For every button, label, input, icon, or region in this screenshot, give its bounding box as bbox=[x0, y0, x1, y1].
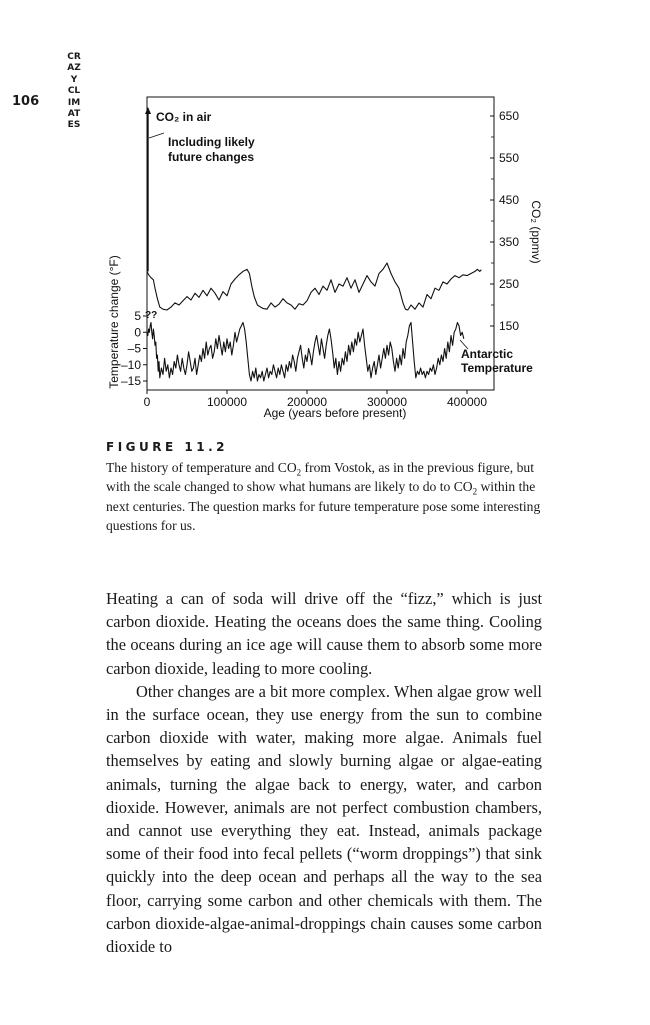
co2-tick-label: 150 bbox=[499, 319, 520, 333]
co2-tick-label: 650 bbox=[499, 109, 520, 123]
temp-tick-label: –10 bbox=[120, 357, 141, 372]
question-marks: ?? bbox=[145, 310, 158, 321]
x-axis-label: Age (years before present) bbox=[263, 406, 407, 420]
temp-tick-label: 0 bbox=[134, 325, 141, 340]
co2-in-air-label: CO₂ in air bbox=[156, 110, 212, 124]
temp-tick-label: –15 bbox=[120, 374, 141, 388]
temperature-series-line bbox=[147, 323, 464, 382]
caption-subscript-1: 2 bbox=[296, 467, 302, 478]
temp-tick-label: 5 bbox=[134, 309, 141, 323]
x-tick-label: 300000 bbox=[366, 395, 408, 409]
body-paragraph-2: Other changes are a bit more complex. When algae grow well in the surface ocean, they use energy from the sun to combine carbon dioxide with water, making more algae. Animals fuel themselves by eating and slowly burning algae or algae-eating animals, turning the algae back to energy, water, and carbon dioxide. However, animals are not perfect combustion chambers, and cannot use everything they eat. Instead, animals package some of their food into fecal pellets (“worm droppings”) that sink quickly into the deep ocean and perhaps all the way to the sea floor, carrying some carbon and other chemicals with them. The carbon dioxide-algae-animal-droppings chain causes some carbon dioxide to bbox=[106, 681, 542, 957]
body-text bbox=[106, 587, 542, 958]
right-axis-label: CO₂ (ppmv) bbox=[529, 200, 543, 264]
figure-caption bbox=[106, 458, 546, 536]
future-changes-label-line2: future changes bbox=[168, 150, 255, 164]
left-axis-label: Temperature change (°F) bbox=[107, 255, 121, 389]
page-number: 106 bbox=[12, 94, 40, 109]
caption-text-2: from Vostok, as in the previous figure, but with the scale changed to show what humans are likely to do to CO bbox=[106, 460, 534, 495]
future-changes-label-line1: Including likely bbox=[168, 135, 255, 149]
co2-tick-label: 250 bbox=[499, 277, 520, 291]
co2-tick-label: 350 bbox=[499, 235, 520, 249]
x-tick-label: 400000 bbox=[446, 395, 488, 409]
co2-future-pointer bbox=[149, 133, 164, 138]
co2-tick-label: 450 bbox=[499, 193, 520, 207]
caption-subscript-2: 2 bbox=[472, 487, 478, 498]
caption-text-3: within the next centuries. The question marks for future temperature pose some interesting questions for us. bbox=[106, 479, 541, 534]
co2-tick-label: 550 bbox=[499, 151, 520, 165]
figure-chart bbox=[100, 92, 560, 428]
x-tick-label: 100000 bbox=[206, 395, 248, 409]
body-paragraph-1: Heating a can of soda will drive off the “fizz,” which is just carbon dioxide. Heating the oceans does the same thing. Cooling the oceans during an ice age will cause them to absorb some more carbon dioxide, leading to more cooling. bbox=[106, 589, 542, 678]
antarctic-label-line2: Temperature bbox=[461, 361, 533, 375]
running-head: CRAZY CLIMATES bbox=[67, 52, 81, 131]
x-tick-label: 0 bbox=[143, 395, 151, 409]
antarctic-label-line1: Antarctic bbox=[461, 347, 514, 361]
co2-series-line bbox=[147, 263, 481, 310]
caption-text-1: The history of temperature and CO bbox=[106, 460, 297, 475]
x-tick-label: 200000 bbox=[286, 395, 328, 409]
figure-label: FIGURE 11.2 bbox=[106, 440, 228, 454]
co2-arrowhead bbox=[145, 107, 151, 114]
temp-tick-label: –5 bbox=[127, 341, 141, 356]
